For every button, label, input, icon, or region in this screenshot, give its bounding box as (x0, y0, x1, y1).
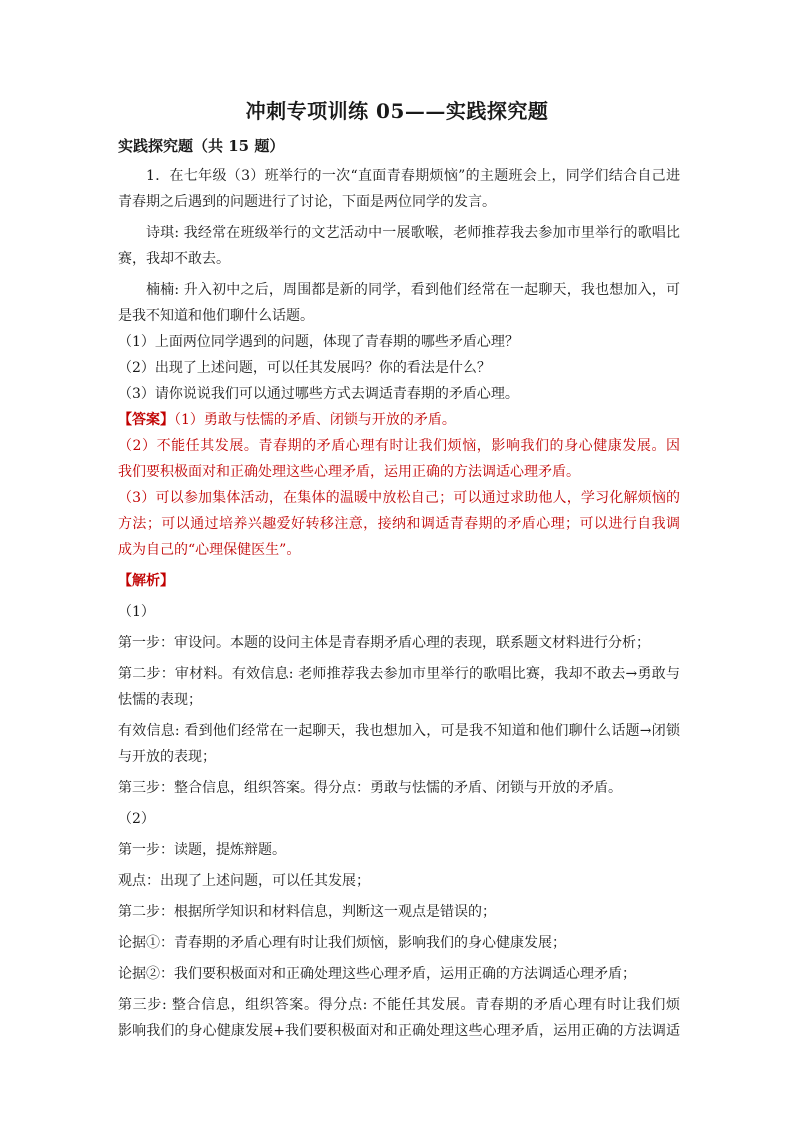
analysis-1-info-line: 与开放的表现； (118, 749, 216, 765)
sub-question-3: （3）请你说说我们可以通过哪些方式去调适青春期的矛盾心理。 (118, 386, 519, 402)
student-nannan-line: 是我不知道和他们聊什么话题。 (118, 308, 314, 324)
question-intro-line: 1．在七年级（3）班举行的一次“直面青春期烦恼”的主题班会上，同学们结合自己进 (146, 168, 680, 184)
page-title: 冲刺专项训练 05——实践探究题 (245, 99, 549, 123)
student-nannan-line: 楠楠: 升入初中之后，周围都是新的同学，看到他们经常在一起聊天，我也想加入，可 (146, 282, 680, 298)
analysis-1-step-1: 第一步：审设问。本题的设问主体是青春期矛盾心理的表现，联系题文材料进行分析； (118, 635, 650, 651)
question-intro-line: 青春期之后遇到的问题进行了讨论，下面是两位同学的发言。 (118, 194, 496, 210)
analysis-1-step-2-line: 怯懦的表现； (118, 692, 202, 708)
content-body (118, 133, 680, 1044)
analysis-1-step-3: 第三步：整合信息，组织答案。得分点：勇敢与怯懦的矛盾、闭锁与开放的矛盾。 (118, 780, 622, 796)
answer-1: （1）勇敢与怯懦的矛盾、闭锁与开放的矛盾。 (174, 412, 456, 428)
answer-label: 【答案】 (118, 412, 174, 428)
answer-2-line: 我们要积极面对和正确处理这些心理矛盾，运用正确的方法调适心理矛盾。 (118, 464, 580, 480)
answer-line-1 (118, 407, 680, 433)
section-heading: 实践探究题（共 15 题） (118, 137, 285, 155)
analysis-2-step-1: 第一步：读题，提炼辩题。 (118, 842, 286, 858)
analysis-2-step-3-line: 第三步: 整合信息，组织答案。得分点: 不能任其发展。青春期的矛盾心理有时让我们烦 (118, 997, 680, 1013)
analysis-2-step-2: 第二步：根据所学知识和材料信息，判断这一观点是错误的； (118, 904, 496, 920)
analysis-1-info-line: 有效信息: 看到他们经常在一起聊天，我也想加入，可是我不知道和他们聊什么话题→闭锁 (118, 723, 680, 739)
answer-3-line: （3）可以参加集体活动，在集体的温暖中放松自己；可以通过求助他人，学习化解烦恼的 (118, 490, 680, 506)
sub-question-1: （1）上面两位同学遇到的问题，体现了青春期的哪些矛盾心理？ (118, 334, 519, 350)
answer-3-line: 方法；可以通过培养兴趣爱好转移注意，接纳和调适青春期的矛盾心理；可以进行自我调 (118, 516, 680, 532)
student-shiqi-line: 赛，我却不敢去。 (118, 251, 230, 267)
analysis-2-step-3-line: 影响我们的身心健康发展+我们要积极面对和正确处理这些心理矛盾，运用正确的方法调适 (118, 1023, 680, 1039)
analysis-2-argument-2: 论据②：我们要积极面对和正确处理这些心理矛盾，运用正确的方法调适心理矛盾； (118, 966, 636, 982)
student-shiqi-line: 诗琪: 我经常在班级举行的文艺活动中一展歌喉，老师推荐我去参加市里举行的歌唱比 (146, 225, 680, 241)
analysis-part-1-number: （1） (118, 604, 155, 620)
answer-3-line: 成为自己的“心理保健医生”。 (118, 542, 301, 558)
sub-question-2: （2）出现了上述问题，可以任其发展吗？你的看法是什么？ (118, 360, 491, 376)
analysis-2-view: 观点：出现了上述问题，可以任其发展； (118, 873, 370, 889)
analysis-label: 【解析】 (118, 573, 174, 589)
analysis-1-step-2-line: 第二步：审材料。有效信息: 老师推荐我去参加市里举行的歌唱比赛，我却不敢去→勇敢与 (118, 666, 680, 682)
analysis-part-2-number: （2） (118, 811, 155, 827)
analysis-2-argument-1: 论据①：青春期的矛盾心理有时让我们烦恼，影响我们的身心健康发展； (118, 935, 566, 951)
answer-2-line: （2）不能任其发展。青春期的矛盾心理有时让我们烦恼，影响我们的身心健康发展。因 (118, 438, 680, 454)
